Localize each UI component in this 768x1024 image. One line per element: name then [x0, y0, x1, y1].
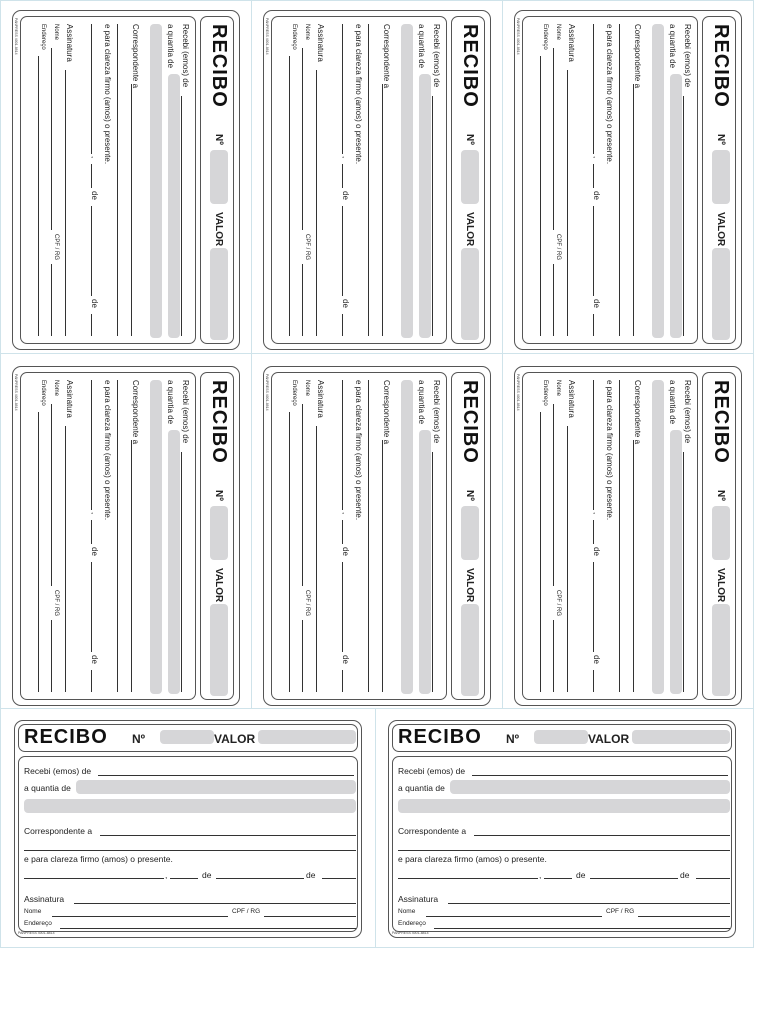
- number-label: Nº: [213, 490, 224, 501]
- comma: ,: [341, 512, 350, 515]
- name-label: Nome: [53, 24, 59, 41]
- cpf-rg-label: CPF / RG: [555, 234, 561, 261]
- signature-line[interactable]: [567, 426, 568, 692]
- corresponding-label: Correspondente a: [382, 24, 391, 89]
- date-of-label: de: [680, 870, 690, 880]
- clarity-statement: e para clareza firmo (amos) o presente.: [398, 854, 547, 864]
- receipt-title: RECIBO: [459, 24, 481, 108]
- day-line[interactable]: [342, 520, 343, 544]
- name-label: Nome: [304, 24, 310, 41]
- place-line[interactable]: [593, 24, 594, 154]
- comma: ,: [165, 870, 168, 880]
- cpf-rg-line[interactable]: [553, 264, 554, 336]
- cpf-rg-line[interactable]: [264, 916, 356, 917]
- printer-mark: PANPRESS 4001-8814: [516, 18, 520, 55]
- receipt-title: RECIBO: [208, 380, 230, 464]
- year-line[interactable]: [593, 670, 594, 692]
- signature-label: Assinatura: [398, 894, 439, 904]
- date-of-label: de: [90, 655, 99, 664]
- place-line[interactable]: [91, 24, 92, 154]
- corresponding-label: Correspondente a: [382, 380, 391, 445]
- value-label: VALOR: [464, 212, 475, 247]
- amount-field-2[interactable]: [150, 24, 162, 338]
- value-field[interactable]: [712, 604, 730, 696]
- amount-field-2[interactable]: [398, 799, 730, 813]
- year-line[interactable]: [342, 670, 343, 692]
- address-line[interactable]: [60, 928, 356, 929]
- year-line[interactable]: [91, 670, 92, 692]
- amount-field-2[interactable]: [652, 380, 664, 694]
- place-line[interactable]: [24, 878, 164, 879]
- corresponding-line[interactable]: [100, 835, 356, 836]
- number-label: Nº: [715, 490, 726, 501]
- number-field[interactable]: [210, 150, 228, 204]
- number-field[interactable]: [534, 730, 588, 744]
- date-of-label: de: [341, 191, 350, 200]
- date-of-label: de: [592, 191, 601, 200]
- date-of-label: de: [306, 870, 316, 880]
- number-field[interactable]: [461, 506, 479, 560]
- place-line[interactable]: [398, 878, 538, 879]
- number-field[interactable]: [712, 150, 730, 204]
- corresponding-line[interactable]: [382, 440, 383, 692]
- name-label: Nome: [555, 24, 561, 41]
- signature-label: Assinatura: [65, 24, 74, 62]
- date-of-label: de: [576, 870, 586, 880]
- address-label: Endereço: [291, 380, 297, 406]
- date-of-label: de: [341, 655, 350, 664]
- name-line[interactable]: [51, 404, 52, 586]
- month-line[interactable]: [216, 878, 304, 879]
- amount-field[interactable]: [670, 74, 682, 338]
- comma: ,: [592, 512, 601, 515]
- date-of-label: de: [90, 299, 99, 308]
- day-line[interactable]: [593, 520, 594, 544]
- signature-line[interactable]: [567, 70, 568, 336]
- day-line[interactable]: [170, 878, 198, 879]
- address-label: Endereço: [24, 920, 52, 927]
- received-from-line[interactable]: [683, 452, 684, 692]
- received-from-line[interactable]: [683, 96, 684, 336]
- clarity-statement: e para clareza firmo (amos) o presente.: [24, 854, 173, 864]
- name-label: Nome: [555, 380, 561, 397]
- value-label: VALOR: [213, 212, 224, 247]
- date-of-label: de: [592, 547, 601, 556]
- clarity-statement: e para clareza firmo (amos) o presente.: [605, 380, 614, 521]
- printer-mark: PANPRESS 4001-8814: [265, 18, 269, 55]
- address-line[interactable]: [38, 56, 39, 336]
- signature-label: Assinatura: [316, 380, 325, 418]
- received-from-line[interactable]: [432, 96, 433, 336]
- cpf-rg-line[interactable]: [51, 264, 52, 336]
- name-line[interactable]: [52, 916, 228, 917]
- date-of-label: de: [592, 655, 601, 664]
- received-from-label: Recebi (emos) de: [181, 380, 190, 444]
- name-label: Nome: [398, 908, 416, 915]
- month-line[interactable]: [91, 562, 92, 652]
- year-line[interactable]: [696, 878, 730, 879]
- signature-line[interactable]: [65, 70, 66, 336]
- value-label: VALOR: [715, 568, 726, 603]
- name-line[interactable]: [51, 48, 52, 230]
- month-line[interactable]: [593, 206, 594, 296]
- received-from-line[interactable]: [432, 452, 433, 692]
- corresponding-label: Correspondente a: [633, 24, 642, 89]
- signature-label: Assinatura: [316, 24, 325, 62]
- receipt-title: RECIBO: [710, 24, 732, 108]
- value-field[interactable]: [712, 248, 730, 340]
- signature-line[interactable]: [448, 903, 730, 904]
- address-line[interactable]: [289, 56, 290, 336]
- corresponding-line[interactable]: [474, 835, 730, 836]
- corresponding-line-2[interactable]: [368, 24, 369, 336]
- year-line[interactable]: [91, 314, 92, 336]
- cpf-rg-line[interactable]: [302, 620, 303, 692]
- received-from-label: Recebi (emos) de: [181, 24, 190, 88]
- address-label: Endereço: [291, 24, 297, 50]
- number-label: Nº: [132, 732, 146, 746]
- printer-mark: PANPRESS 4001-8814: [516, 374, 520, 411]
- amount-field[interactable]: [450, 780, 730, 794]
- date-of-label: de: [592, 299, 601, 308]
- comma: ,: [341, 156, 350, 159]
- clarity-statement: e para clareza firmo (amos) o presente.: [354, 380, 363, 521]
- received-from-line[interactable]: [181, 452, 182, 692]
- amount-field[interactable]: [419, 74, 431, 338]
- received-from-label: Recebi (emos) de: [432, 380, 441, 444]
- received-from-line[interactable]: [98, 775, 354, 776]
- corresponding-line[interactable]: [131, 84, 132, 336]
- date-of-label: de: [90, 191, 99, 200]
- name-line[interactable]: [302, 404, 303, 586]
- address-line[interactable]: [540, 56, 541, 336]
- amount-label: a quantia de: [417, 24, 426, 69]
- value-label: VALOR: [464, 568, 475, 603]
- comma: ,: [539, 870, 542, 880]
- corresponding-label: Correspondente a: [633, 380, 642, 445]
- name-line[interactable]: [553, 404, 554, 586]
- address-line[interactable]: [434, 928, 730, 929]
- signature-line[interactable]: [316, 70, 317, 336]
- year-line[interactable]: [322, 878, 356, 879]
- day-line[interactable]: [91, 520, 92, 544]
- value-label: VALOR: [588, 732, 630, 746]
- value-field[interactable]: [210, 604, 228, 696]
- day-line[interactable]: [342, 164, 343, 188]
- receipt-title: RECIBO: [24, 726, 108, 748]
- address-label: Endereço: [40, 380, 46, 406]
- address-line[interactable]: [289, 412, 290, 692]
- clarity-statement: e para clareza firmo (amos) o presente.: [605, 24, 614, 165]
- name-line[interactable]: [426, 916, 602, 917]
- place-line[interactable]: [91, 380, 92, 510]
- cpf-rg-line[interactable]: [51, 620, 52, 692]
- corresponding-line-2[interactable]: [398, 850, 730, 851]
- name-line[interactable]: [302, 48, 303, 230]
- number-field[interactable]: [712, 506, 730, 560]
- number-label: Nº: [715, 134, 726, 145]
- date-of-label: de: [341, 547, 350, 556]
- value-label: VALOR: [715, 212, 726, 247]
- received-from-label: Recebi (emos) de: [432, 24, 441, 88]
- signature-label: Assinatura: [567, 24, 576, 62]
- amount-label: a quantia de: [24, 783, 71, 793]
- day-line[interactable]: [91, 164, 92, 188]
- clarity-statement: e para clareza firmo (amos) o presente.: [103, 24, 112, 165]
- value-field[interactable]: [632, 730, 730, 744]
- amount-label: a quantia de: [166, 380, 175, 425]
- amount-field[interactable]: [76, 780, 356, 794]
- corresponding-label: Correspondente a: [131, 24, 140, 89]
- corresponding-label: Correspondente a: [398, 826, 467, 836]
- received-from-label: Recebi (emos) de: [683, 380, 692, 444]
- name-line[interactable]: [553, 48, 554, 230]
- amount-field-2[interactable]: [652, 24, 664, 338]
- comma: ,: [90, 512, 99, 515]
- amount-label: a quantia de: [668, 380, 677, 425]
- amount-field-2[interactable]: [24, 799, 356, 813]
- number-label: Nº: [464, 134, 475, 145]
- corresponding-line-2[interactable]: [24, 850, 356, 851]
- number-label: Nº: [213, 134, 224, 145]
- amount-label: a quantia de: [417, 380, 426, 425]
- signature-label: Assinatura: [24, 894, 65, 904]
- receipt-title: RECIBO: [398, 726, 482, 748]
- signature-line[interactable]: [74, 903, 356, 904]
- address-label: Endereço: [398, 920, 426, 927]
- number-label: Nº: [506, 732, 520, 746]
- received-from-label: Recebi (emos) de: [398, 766, 466, 776]
- receipt-title: RECIBO: [710, 380, 732, 464]
- amount-field-2[interactable]: [150, 380, 162, 694]
- printer-mark: PANPRESS 4001-8814: [265, 374, 269, 411]
- address-line[interactable]: [540, 412, 541, 692]
- receipt-title: RECIBO: [208, 24, 230, 108]
- signature-label: Assinatura: [65, 380, 74, 418]
- year-line[interactable]: [342, 314, 343, 336]
- year-line[interactable]: [593, 314, 594, 336]
- address-label: Endereço: [542, 24, 548, 50]
- receipt-title: RECIBO: [459, 380, 481, 464]
- address-label: Endereço: [40, 24, 46, 50]
- place-line[interactable]: [342, 24, 343, 154]
- amount-field[interactable]: [670, 430, 682, 694]
- corresponding-line[interactable]: [382, 84, 383, 336]
- place-line[interactable]: [342, 380, 343, 510]
- comma: ,: [90, 156, 99, 159]
- date-of-label: de: [90, 547, 99, 556]
- number-field[interactable]: [160, 730, 214, 744]
- signature-line[interactable]: [65, 426, 66, 692]
- corresponding-line-2[interactable]: [368, 380, 369, 692]
- amount-label: a quantia de: [166, 24, 175, 69]
- signature-line[interactable]: [316, 426, 317, 692]
- month-line[interactable]: [593, 562, 594, 652]
- cpf-rg-label: CPF / RG: [53, 590, 59, 617]
- address-line[interactable]: [38, 412, 39, 692]
- received-from-line[interactable]: [181, 96, 182, 336]
- place-line[interactable]: [593, 380, 594, 510]
- amount-field[interactable]: [168, 74, 180, 338]
- comma: ,: [592, 156, 601, 159]
- corresponding-label: Correspondente a: [131, 380, 140, 445]
- printer-mark: PANPRESS 4001-8814: [14, 374, 18, 411]
- corresponding-line-2[interactable]: [117, 380, 118, 692]
- day-line[interactable]: [593, 164, 594, 188]
- corresponding-label: Correspondente a: [24, 826, 93, 836]
- corresponding-line-2[interactable]: [619, 24, 620, 336]
- corresponding-line-2[interactable]: [619, 380, 620, 692]
- value-field[interactable]: [210, 248, 228, 340]
- number-label: Nº: [464, 490, 475, 501]
- number-field[interactable]: [210, 506, 228, 560]
- cpf-rg-label: CPF / RG: [606, 908, 635, 915]
- amount-label: a quantia de: [668, 24, 677, 69]
- cpf-rg-line[interactable]: [302, 264, 303, 336]
- corresponding-line[interactable]: [633, 84, 634, 336]
- value-label: VALOR: [214, 732, 256, 746]
- signature-label: Assinatura: [567, 380, 576, 418]
- amount-label: a quantia de: [398, 783, 445, 793]
- corresponding-line[interactable]: [131, 440, 132, 692]
- month-line[interactable]: [91, 206, 92, 296]
- name-label: Nome: [53, 380, 59, 397]
- day-line[interactable]: [544, 878, 572, 879]
- month-line[interactable]: [342, 562, 343, 652]
- value-field[interactable]: [258, 730, 356, 744]
- cpf-rg-line[interactable]: [553, 620, 554, 692]
- date-of-label: de: [341, 299, 350, 308]
- cpf-rg-label: CPF / RG: [232, 908, 261, 915]
- clarity-statement: e para clareza firmo (amos) o presente.: [354, 24, 363, 165]
- amount-field[interactable]: [419, 430, 431, 694]
- clarity-statement: e para clareza firmo (amos) o presente.: [103, 380, 112, 521]
- month-line[interactable]: [342, 206, 343, 296]
- number-field[interactable]: [461, 150, 479, 204]
- name-label: Nome: [24, 908, 42, 915]
- cpf-rg-label: CPF / RG: [555, 590, 561, 617]
- address-label: Endereço: [542, 380, 548, 406]
- value-field[interactable]: [461, 248, 479, 340]
- printer-mark: PANPRESS 4001-8814: [392, 931, 429, 935]
- date-of-label: de: [202, 870, 212, 880]
- amount-field-2[interactable]: [401, 380, 413, 694]
- corresponding-line[interactable]: [633, 440, 634, 692]
- amount-field-2[interactable]: [401, 24, 413, 338]
- value-label: VALOR: [213, 568, 224, 603]
- cpf-rg-label: CPF / RG: [53, 234, 59, 261]
- cpf-rg-label: CPF / RG: [304, 234, 310, 261]
- cpf-rg-label: CPF / RG: [304, 590, 310, 617]
- value-field[interactable]: [461, 604, 479, 696]
- corresponding-line-2[interactable]: [117, 24, 118, 336]
- amount-field[interactable]: [168, 430, 180, 694]
- printer-mark: PANPRESS 4001-8814: [14, 18, 18, 55]
- printer-mark: PANPRESS 4001-8814: [18, 931, 55, 935]
- month-line[interactable]: [590, 878, 678, 879]
- received-from-label: Recebi (emos) de: [24, 766, 92, 776]
- name-label: Nome: [304, 380, 310, 397]
- cpf-rg-line[interactable]: [638, 916, 730, 917]
- received-from-line[interactable]: [472, 775, 728, 776]
- received-from-label: Recebi (emos) de: [683, 24, 692, 88]
